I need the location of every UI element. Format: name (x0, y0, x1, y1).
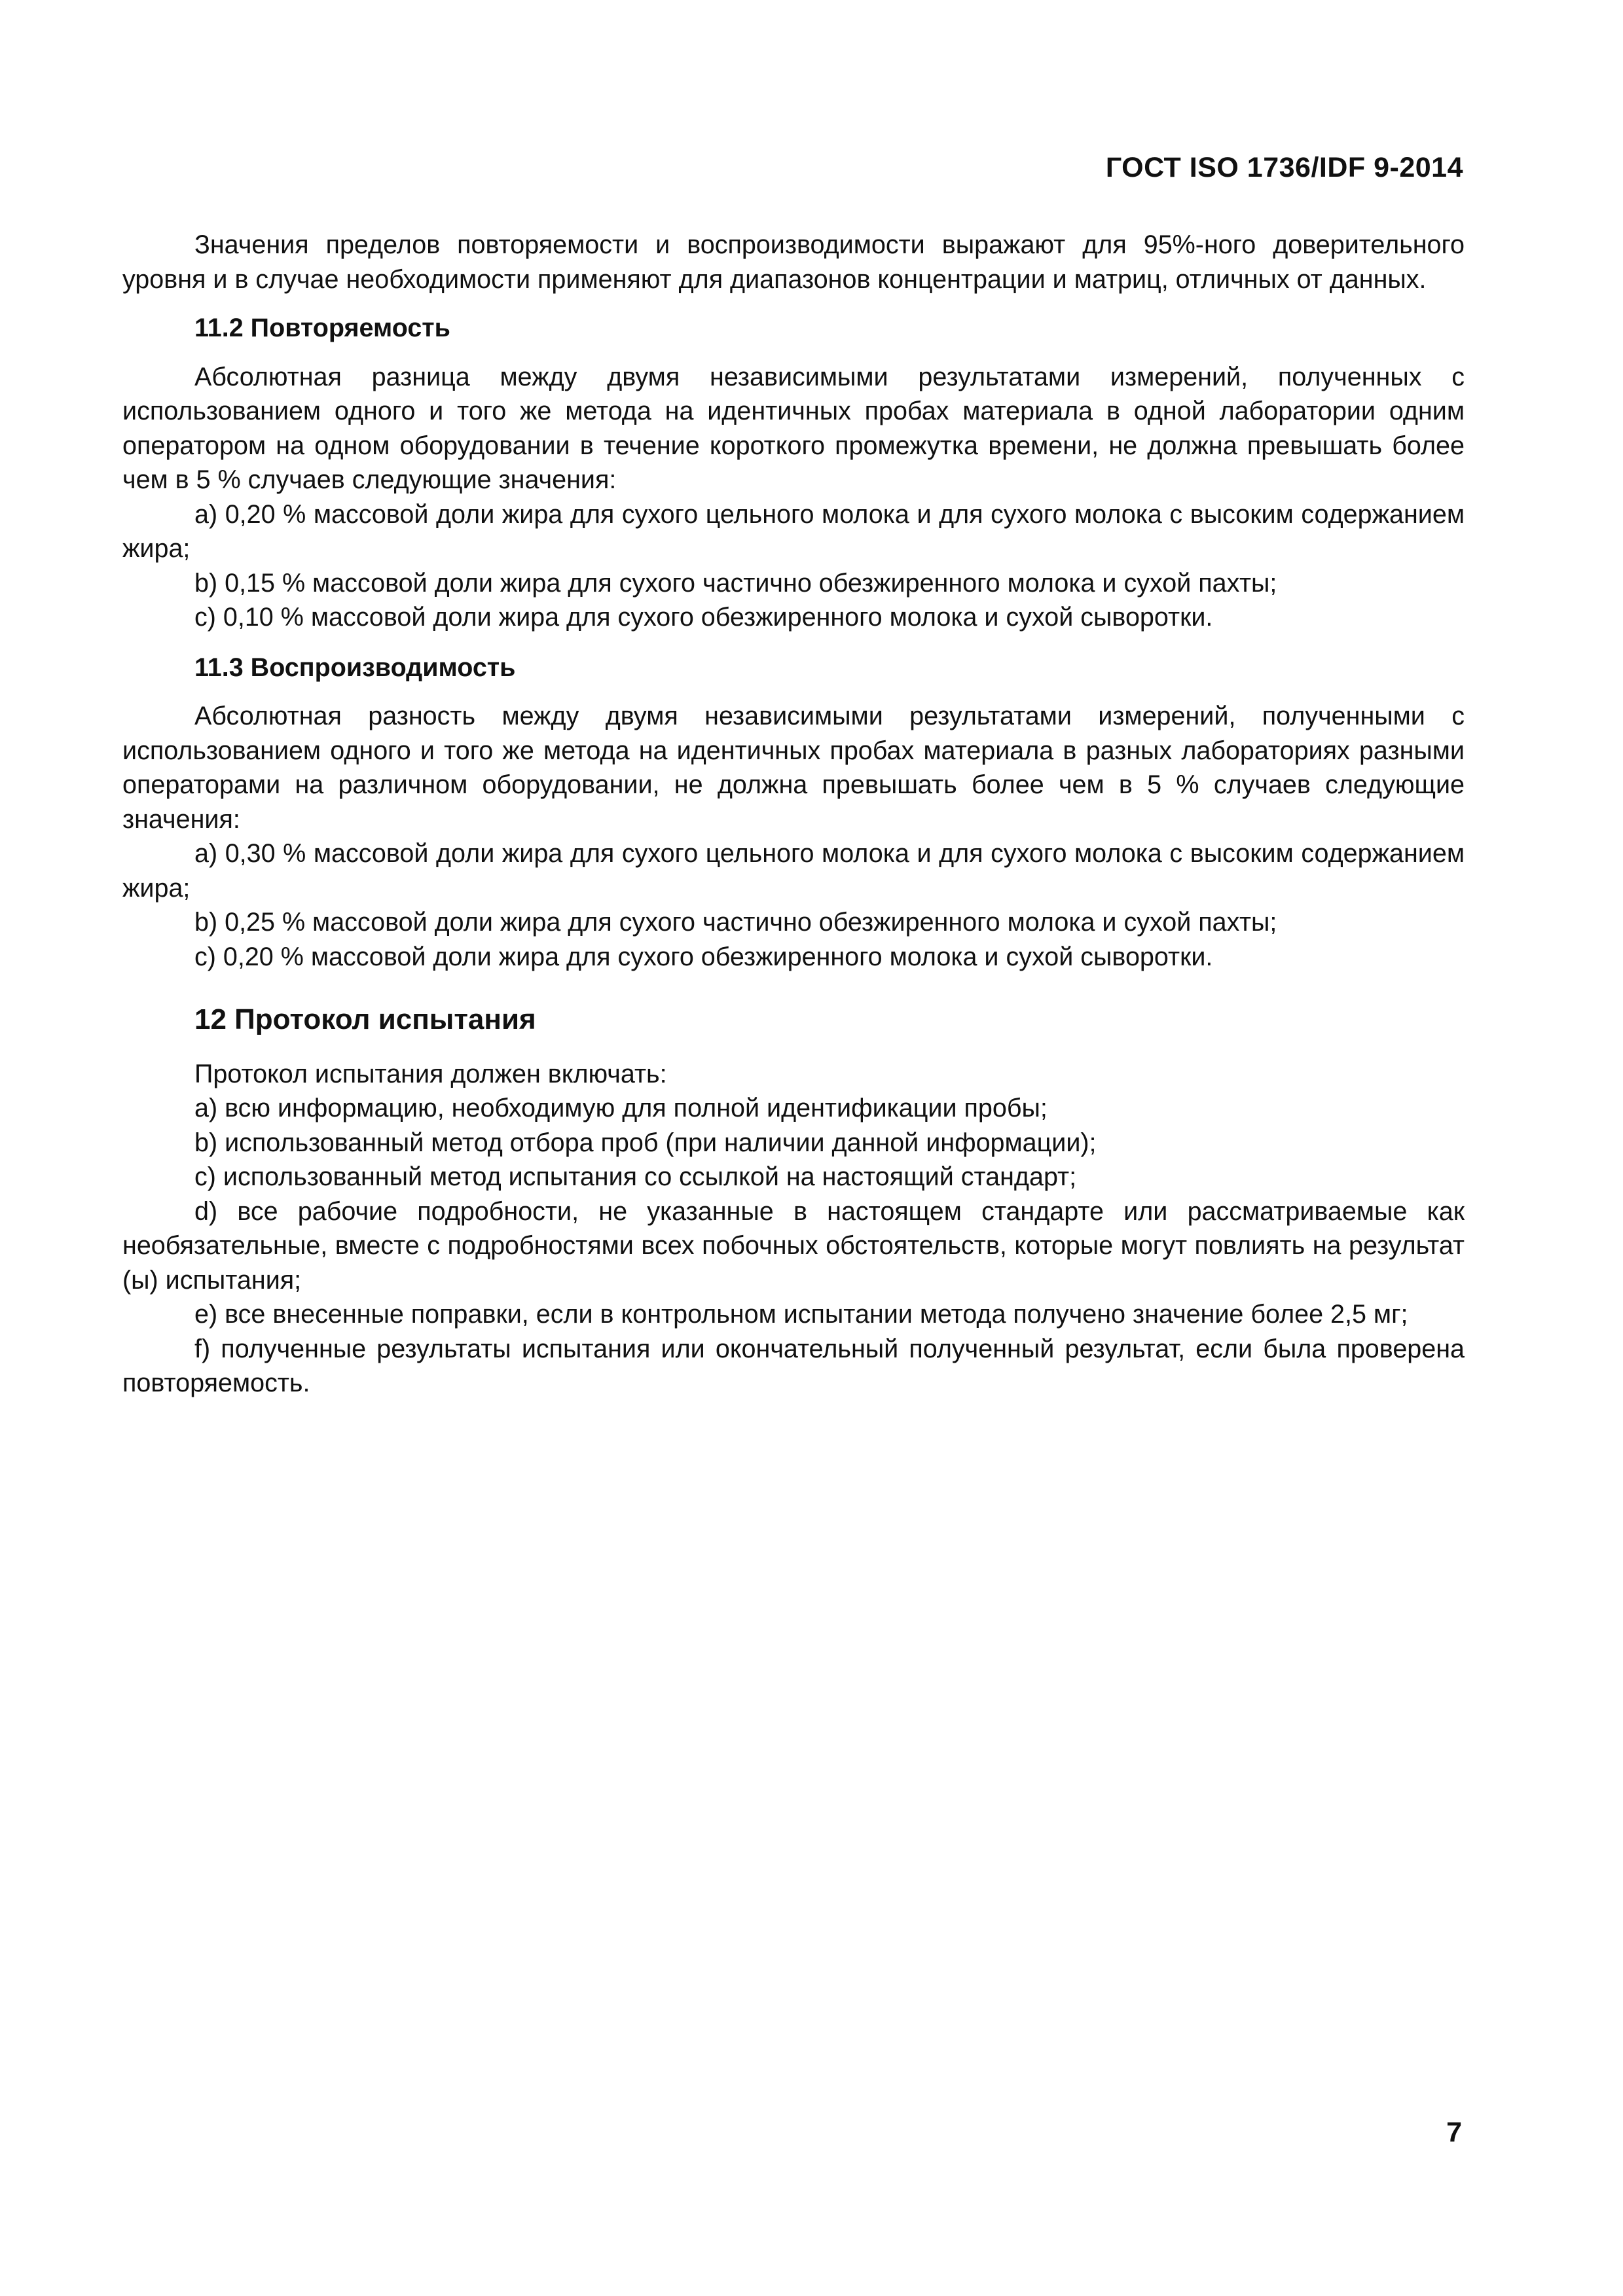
section-12-item-c: с) использованный метод испытания со ссылкой на настоящий стандарт; (194, 1162, 1077, 1191)
document-code-header: ГОСТ ISO 1736/IDF 9-2014 (1105, 152, 1463, 183)
section-11-2-paragraph: Абсолютная разница между двумя независимыми результатами измерений, полученных с использованием одного и того же метода на идентичных пробах материала в одной лаборатории одним оператором на одном оборудовании в течение короткого промежутка времени, не должна превышать более чем в 5 % случаев следующие значения: (122, 362, 1465, 494)
section-11-3-item-b: b) 0,25 % массовой доли жира для сухого частично обезжиренного молока и сухой пахты; (194, 908, 1277, 937)
section-12-heading: 12 Протокол испытания (194, 1003, 536, 1035)
section-12-item-a: а) всю информацию, необходимую для полной идентификации пробы; (194, 1094, 1048, 1122)
section-12-item-e: е) все внесенные поправки, если в контрольном испытании метода получено значение более 2,5 мг; (194, 1300, 1408, 1329)
page-number: 7 (1446, 2117, 1462, 2148)
section-11-2-item-b: b) 0,15 % массовой доли жира для сухого частично обезжиренного молока и сухой пахты; (194, 568, 1277, 598)
document-body (122, 228, 1465, 1401)
section-11-2-heading: 11.2 Повторяемость (194, 314, 450, 342)
section-11-3-paragraph: Абсолютная разность между двумя независимыми результатами измерений, полученными с использованием одного и того же метода на идентичных пробах материала в разных лабораториях разными операторами на различном оборудовании, не должна превышать более чем в 5 % случаев следующие значения: (122, 702, 1465, 834)
section-12-item-f: f) полученные результаты испытания или окончательный полученный результат, если была проверена повторяемость. (122, 1334, 1465, 1397)
section-11-2-item-a: а) 0,20 % массовой доли жира для сухого цельного молока и для сухого молока с высоким содержанием жира; (122, 499, 1465, 563)
section-12-item-d: d) все рабочие подробности, не указанные в настоящем стандарте или рассматриваемые как необязательные, вместе с подробностями всех побочных обстоятельств, которые могут повлиять на результат (ы) испытания; (122, 1196, 1465, 1295)
section-12-item-b: b) использованный метод отбора проб (при наличии данной информации); (194, 1128, 1097, 1157)
section-11-3-item-c: с) 0,20 % массовой доли жира для сухого обезжиренного молока и сухой сыворотки. (194, 942, 1213, 971)
section-11-3-heading: 11.3 Воспроизводимость (194, 653, 516, 682)
intro-paragraph: Значения пределов повторяемости и воспроизводимости выражают для 95%-ного доверительного уровня и в случае необходимости применяют для диапазонов концентрации и матриц, отличных от данных. (122, 230, 1465, 294)
section-11-3-item-a: а) 0,30 % массовой доли жира для сухого цельного молока и для сухого молока с высоким содержанием жира; (122, 839, 1465, 903)
section-11-2-item-c: с) 0,10 % массовой доли жира для сухого обезжиренного молока и сухой сыворотки. (194, 603, 1213, 632)
section-12-paragraph: Протокол испытания должен включать: (194, 1059, 667, 1088)
